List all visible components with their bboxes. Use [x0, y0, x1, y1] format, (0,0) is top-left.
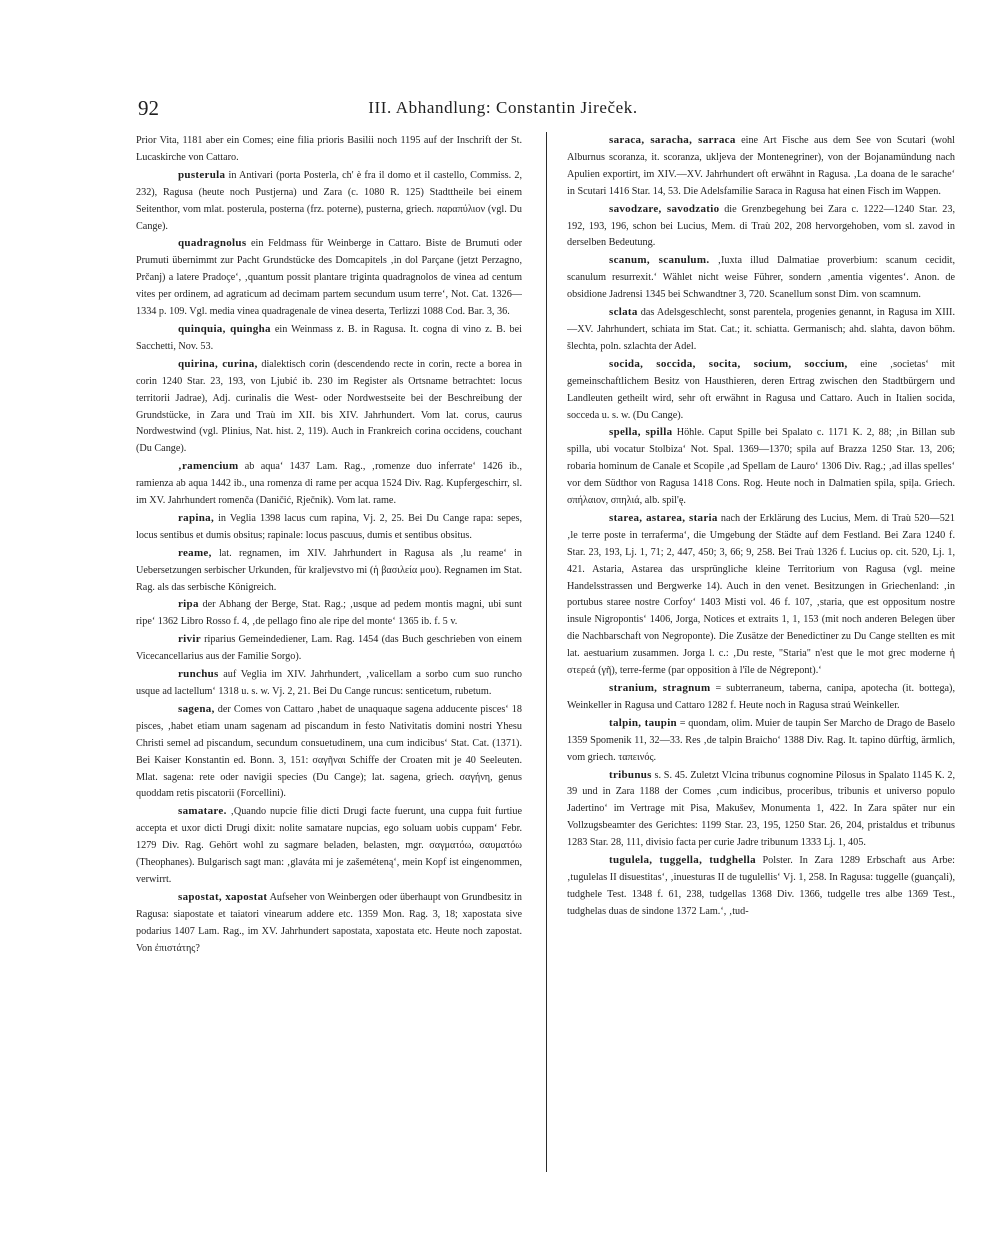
- dictionary-entry: [136, 889, 522, 958]
- entry-text: = subterraneum, taberna, canipa, apotecha (it. bottega), Weinkeller in Ragusa und Cattaro 1282 f. Heute noch in Ragusa straú Weinkeller.: [567, 683, 955, 711]
- dictionary-entry: [567, 201, 955, 253]
- dictionary-entry: [567, 852, 955, 921]
- entry-headword: quinquia, quingha: [178, 322, 271, 335]
- entry-headword: tugulela, tuggella, tudghella: [609, 854, 756, 867]
- dictionary-entry: [136, 458, 522, 510]
- entry-headword: spella, spilla: [609, 426, 673, 439]
- dictionary-entry: [136, 132, 522, 167]
- entry-text: eine Art Fische aus dem See von Scutari (wohl Alburnus scoranza, it. scoranza, ukljeva der Montenegriner), von der Bojanamündung nach Apulien exportirt, im XIV.—XV. Jahrhundert oft erwähnt in Ragusa. ‚La doana de le sarache‘ in Scutari 1416 Star. 14, 53. Die Adelsfamilie Saraca in Ragusa hat einen Fisch im Wappen.: [567, 135, 955, 197]
- entry-text: nach der Erklärung des Lucius, Mem. di Traù 520—521 ‚le terre poste in terraferma‘, die Umgebung der Städte auf dem Festland. Bei Zara 1240 f. Star. 23, 193, Lj. 1, 71; 2, 447, 450; 3, 66; 9, 258. Bei Traù 1326 f. Lucius op. cit. 520, Lj. 1, 421. Astaria, Astarea das ursprüngliche kleine Territorium von Ragusa (vgl. meine Handelsstrassen und Bergwerke 14). Auch in den venet. Besitzungen in Griechenland: ‚in portubus staree nostre Corfoy‘ 1403 Misti vol. 46 f. 107, ‚staria, que est oppositum nostre insule Nigropontis‘ 1406, Jorga, Notices et extraits 1, 1, 153 (mit noch anderen Belegen über die Nachbarschaft von Negroponte). Die Zusätze der Benedictiner zu Du Cange stellten es mit lat. aestuarium zusammen. Jorga l. c.: ‚Du reste, "Staria" n'est que le mot grec moderne ἡ στερεά (γῆ), terre-ferme (par opposition à l'île de Négrepont).‘: [567, 512, 955, 677]
- entry-headword: runchus: [178, 668, 219, 681]
- dictionary-entry: [567, 424, 955, 510]
- entry-text: s. S. 45. Zuletzt Vlcina tribunus cognomine Pilosus in Spalato 1145 K. 2, 39 und in Zara 1188 der Comes ‚cum indicibus, proceribus, tribunis et universo populo Jadertino‘ im Vertrage mit Pisa, Makušev, Monumenta 1, 422. In Zara später nur ein Vollzugsbeamter des Gerichtes: 1199 Star. 23, 195, 1250 Star. 26, 204, pristaldus et tribunus 1283 Star. 28, 111, divisio facta per curie Jadre tribunum 1333 Lj. 1, 405.: [567, 769, 955, 849]
- page-header: [138, 96, 868, 122]
- entry-text: riparius Gemeindediener, Lam. Rag. 1454 (das Buch geschrieben von einem Vicecancellarius aus der Familie Sorgo).: [136, 634, 522, 663]
- entry-text: in Veglia 1398 lacus cum rapina, Vj. 2, 25. Bei Du Cange rapa: sepes, locus sentibus et dumis obsitus; rapinale: locus pascuus, dumis et sentibus obsitus.: [136, 512, 522, 541]
- page-number: 92: [138, 96, 159, 120]
- entry-text: lat. regnamen, im XIV. Jahrhundert in Ragusa als ‚lu reame‘ in Uebersetzungen serbischer Urkunden, für kraljevstvo mi (ἡ βασιλεία μου). Regnamen im Stat. Rag. als das serbische Königreich.: [136, 547, 522, 593]
- entry-text: = quondam, olim. Muier de taupin Ser Marcho de Drago de Baselo 1359 Spomenik 11, 32—33. Res ‚de talpin Braicho‘ 1388 Div. Rag. It. tapino dürftig, ärmlich, vom griech. ταπεινός.: [567, 717, 955, 763]
- entry-headword: quadragnolus: [178, 237, 247, 250]
- entry-headword: rapina,: [178, 511, 215, 524]
- dictionary-entry: [136, 701, 522, 803]
- left-column: [136, 132, 522, 1182]
- dictionary-entry: [567, 715, 955, 767]
- dictionary-entry: [136, 356, 522, 458]
- entry-headword: quirina, curina,: [178, 357, 258, 370]
- right-column: [567, 132, 955, 1182]
- dictionary-entry: [567, 304, 955, 356]
- entry-headword: samatare.: [178, 805, 227, 818]
- entry-text: das Adelsgeschlecht, sonst parentela, progenies genannt, in Ragusa im XIII.—XV. Jahrhundert, schiata im Stat. Cat.; it. schiatta. Germanisch; ahd. slahta, davon böhm. šlechta, poln. szlachta der Adel.: [567, 307, 955, 352]
- dictionary-entry: [567, 767, 955, 853]
- dictionary-entry: [136, 631, 522, 666]
- running-head: III. Abhandlung: Constantin Jireček.: [368, 98, 638, 117]
- entry-text: ‚Iuxta illud Dalmatiae proverbium: scanum cecidit, scanulum resurrexit.‘ Wählet nicht weise Führer, sondern ‚amentia vigentes‘. Anon. de obsidione Jadrensi 1345 bei Schwandtner 3, 720. Scanellum sonst Dim. von scamnum.: [567, 255, 955, 301]
- entry-text: der Abhang der Berge, Stat. Rag.; ‚usque ad pedem montis magni, ubi sunt ripe‘ 1362 Libro Rosso f. 4, ‚de pellago fino ale ripe del monte‘ 1365 ib. f. 5 v.: [136, 599, 522, 628]
- dictionary-entry: [136, 803, 522, 889]
- dictionary-entry: [567, 510, 955, 680]
- entry-text: ‚Quando nupcie filie dicti Drugi facte fuerunt, una cuppa fuit furtiue accepta et uxor dicti Drugi dixit: nolite samatare nupcias, ego soluam uobis cuppam‘ Febr. 1279 Div. Rag. Gehört wohl zu sagmare beladen, belasten, mgr. σαγματόω, σαυματόω (Theophanes). Bulgarisch sagt man: ‚glaváta mi je zašeméteną‘, mein Kopf ist eingenommen, verwirrt.: [136, 806, 522, 885]
- entry-text: der Comes von Cattaro ‚habet de unaquaque sagena adducente pisces‘ 18 pisces, ‚habet etiam unam sagenam ad piscandum in festo Nativitatis domini nostri Yhesu Christi semel ad piscandum, secundum consuetudinem, una cum indicibus‘ Stat. Cat. (1371). Bei Kaiser Konstantin ed. Bonn. 3, 151: σαγῆναι Schiffe der Croaten mit je 40 Seeleuten. Mlat. sagena: rete oder navigii species (Du Cange); lat. sagena, griech. σαγήνη, genus quoddam retis piscatorii (Forcellini).: [136, 703, 522, 800]
- entry-text: Aufseher von Weinbergen oder überhaupt von Grundbesitz in Ragusa: siapostate et taiatori vinearum addere etc. 1359 Mon. Rag. 3, 18; xapostata sive podarius 1407 Lam. Rag., im XV. Jahrhundert sapostata, xapostata etc. Heute noch zapostat. Von ἐπιστάτης?: [136, 891, 522, 954]
- entry-headword: talpin, taupin: [609, 716, 677, 729]
- dictionary-entry: [136, 167, 522, 236]
- entry-headword: starea, astarea, staria: [609, 511, 718, 524]
- entry-text: ein Weinmass z. B. in Ragusa. It. cogna di vino z. B. bei Sacchetti, Nov. 53.: [136, 323, 522, 352]
- entry-headword: sagena,: [178, 702, 215, 715]
- dictionary-entry: [136, 545, 522, 597]
- entry-headword: ‚ramencium: [178, 460, 239, 473]
- dictionary-entry: [567, 132, 955, 201]
- entry-headword: scanum, scanulum.: [609, 254, 710, 267]
- entry-text: ein Feldmass für Weinberge in Cattaro. Biste de Brumuti oder Prumuti übernimmt zur Pacht Grundstücke des Domcapitels ‚in dol Parçane (jetzt Perzagno, Prčanj) a latere Pradoçe‘, ‚quantum possit plantare triginta quadragnolos de vinea ad centum vites per ordinem, ad agraticum ad decimam partem secundum usum terre‘, Not. Cat. 1326—1334 p. 109. Vgl. media vinea quadragenale de vinea deserta, Terlizzi 1088 Cod. Bar. 3, 36.: [136, 238, 522, 318]
- entry-headword: savodzare, savodzatio: [609, 202, 720, 215]
- entry-headword: sapostat, xapostat: [178, 890, 268, 903]
- entry-headword: reame,: [178, 546, 212, 559]
- entry-headword: rivir: [178, 633, 201, 646]
- column-divider: [546, 132, 547, 1172]
- entry-text: dialektisch corin (descendendo recte in corin, recte a borea in corin 1240 Star. 23, 193, von Ljubić ib. 230 im Register als Ortsname betrachtet: locus territorii Jadrae), Adj. curinalis die West- oder Nordwestseite bei der Beschreibung der Grundstücke, in Zara und Traù im XII. bis XIV. Jahrhundert. Vom lat. corus, caurus Nordwestwind (vgl. Plinius, Nat. hist. 2, 119). Auch in Frankreich corina occidens, couchant (Du Cange).: [136, 358, 522, 455]
- entry-text: auf Veglia im XIV. Jahrhundert, ‚valicellam a sorbo cum suo runcho usque ad lactellum‘ 1318 u. s. w. Vj. 2, 21. Bei Du Cange runcus: senticetum, rubetum.: [136, 669, 522, 697]
- dictionary-entry: [136, 235, 522, 321]
- dictionary-entry: [567, 252, 955, 304]
- dictionary-entry: [136, 321, 522, 356]
- dictionary-entry: [136, 596, 522, 631]
- entry-headword: saraca, saracha, sarraca: [609, 134, 736, 146]
- entry-headword: sclata: [609, 306, 638, 319]
- dictionary-entry: [136, 666, 522, 701]
- entry-text: in Antivari (porta Posterla, ch' è fra il domo et il castello, Commiss. 2, 232), Ragusa (heute noch Pustjerna) und Zara (c. 1080 R. 125) Stadttheile bei einem Seitenthor, vom mlat. posterula, posterna (frz. poterne), pusterna, griech. παραπύλιον (vgl. Du Cange).: [136, 169, 522, 232]
- entry-headword: ripa: [178, 598, 199, 611]
- entry-headword: socida, soccida, socita, socium, soccium,: [609, 357, 848, 370]
- entry-text: eine ‚societas‘ mit gemeinschaftlichem Besitz von Hausthieren, deren Ertrag zwischen den Stadtbürgern und Landleuten getheilt wird, sehr oft erwähnt in Ragusa und Cattaro. Auch in Italien socida, socceda u. s. w. (Du Cange).: [567, 358, 955, 421]
- dictionary-entry: [567, 356, 955, 425]
- entry-text: Polster. In Zara 1289 Erbschaft aus Arbe: ‚tugulelas II disuestitas‘, ‚inuesturas II de tugulellis‘ Vj. 1, 258. In Ragusa: tuggelle (guançali), tudghele Test. 1348 f. 61, 238, tudgellas 1368 Div. 1366, tudgelle tres albe 1369 Test., tudghelas duas de sindone 1372 Lam.‘, ‚tud-: [567, 855, 955, 917]
- dictionary-entry: [136, 510, 522, 545]
- dictionary-entry: [567, 680, 955, 715]
- entry-text: die Grenzbegehung bei Zara c. 1222—1240 Star. 23, 192, 193, 196, schon bei Lucius, Mem. di Traù 202, 208 hervorgehoben, vom sl. zavod in derselben Bedeutung.: [567, 203, 955, 249]
- entry-headword: tribunus: [609, 768, 652, 781]
- entry-headword: stranium, stragnum: [609, 682, 711, 694]
- entry-text: ab aqua‘ 1437 Lam. Rag., ‚romenze duo inferrate‘ 1426 ib., ramienza ab aqua 1442 ib., una romenza di rame per acqua 1524 Div. Rag. Kupfergeschirr, sl. im XV. Jahrhundert romenča (Daničić, Rječnik). Vom lat. rame.: [136, 461, 522, 507]
- entry-text: Höhle. Caput Spille bei Spalato c. 1171 K. 2, 88; ‚in Billan sub spilla, ubi vocatur Stolbiza‘ Not. Spal. 1369—1370; spila auf Brazza 1250 Star. 13, 206; robaria hominum de Canale et Scopile ‚ad Spellam de Lauro‘ 1306 Div. Rag.; ‚ad illas spelles‘ vor dem Südthor von Ragusa 1418 Cons. Rog. Heute noch in Dalmatien spila, spiļa. Griech. σπήλαιον, σπηλιά, alb. spil'ę.: [567, 427, 955, 507]
- entry-text: Prior Vita, 1181 aber ein Comes; eine filia prioris Basilii noch 1195 auf der Inschrift der St. Lucaskirche von Cattaro.: [136, 135, 522, 163]
- entry-headword: pusterula: [178, 168, 226, 181]
